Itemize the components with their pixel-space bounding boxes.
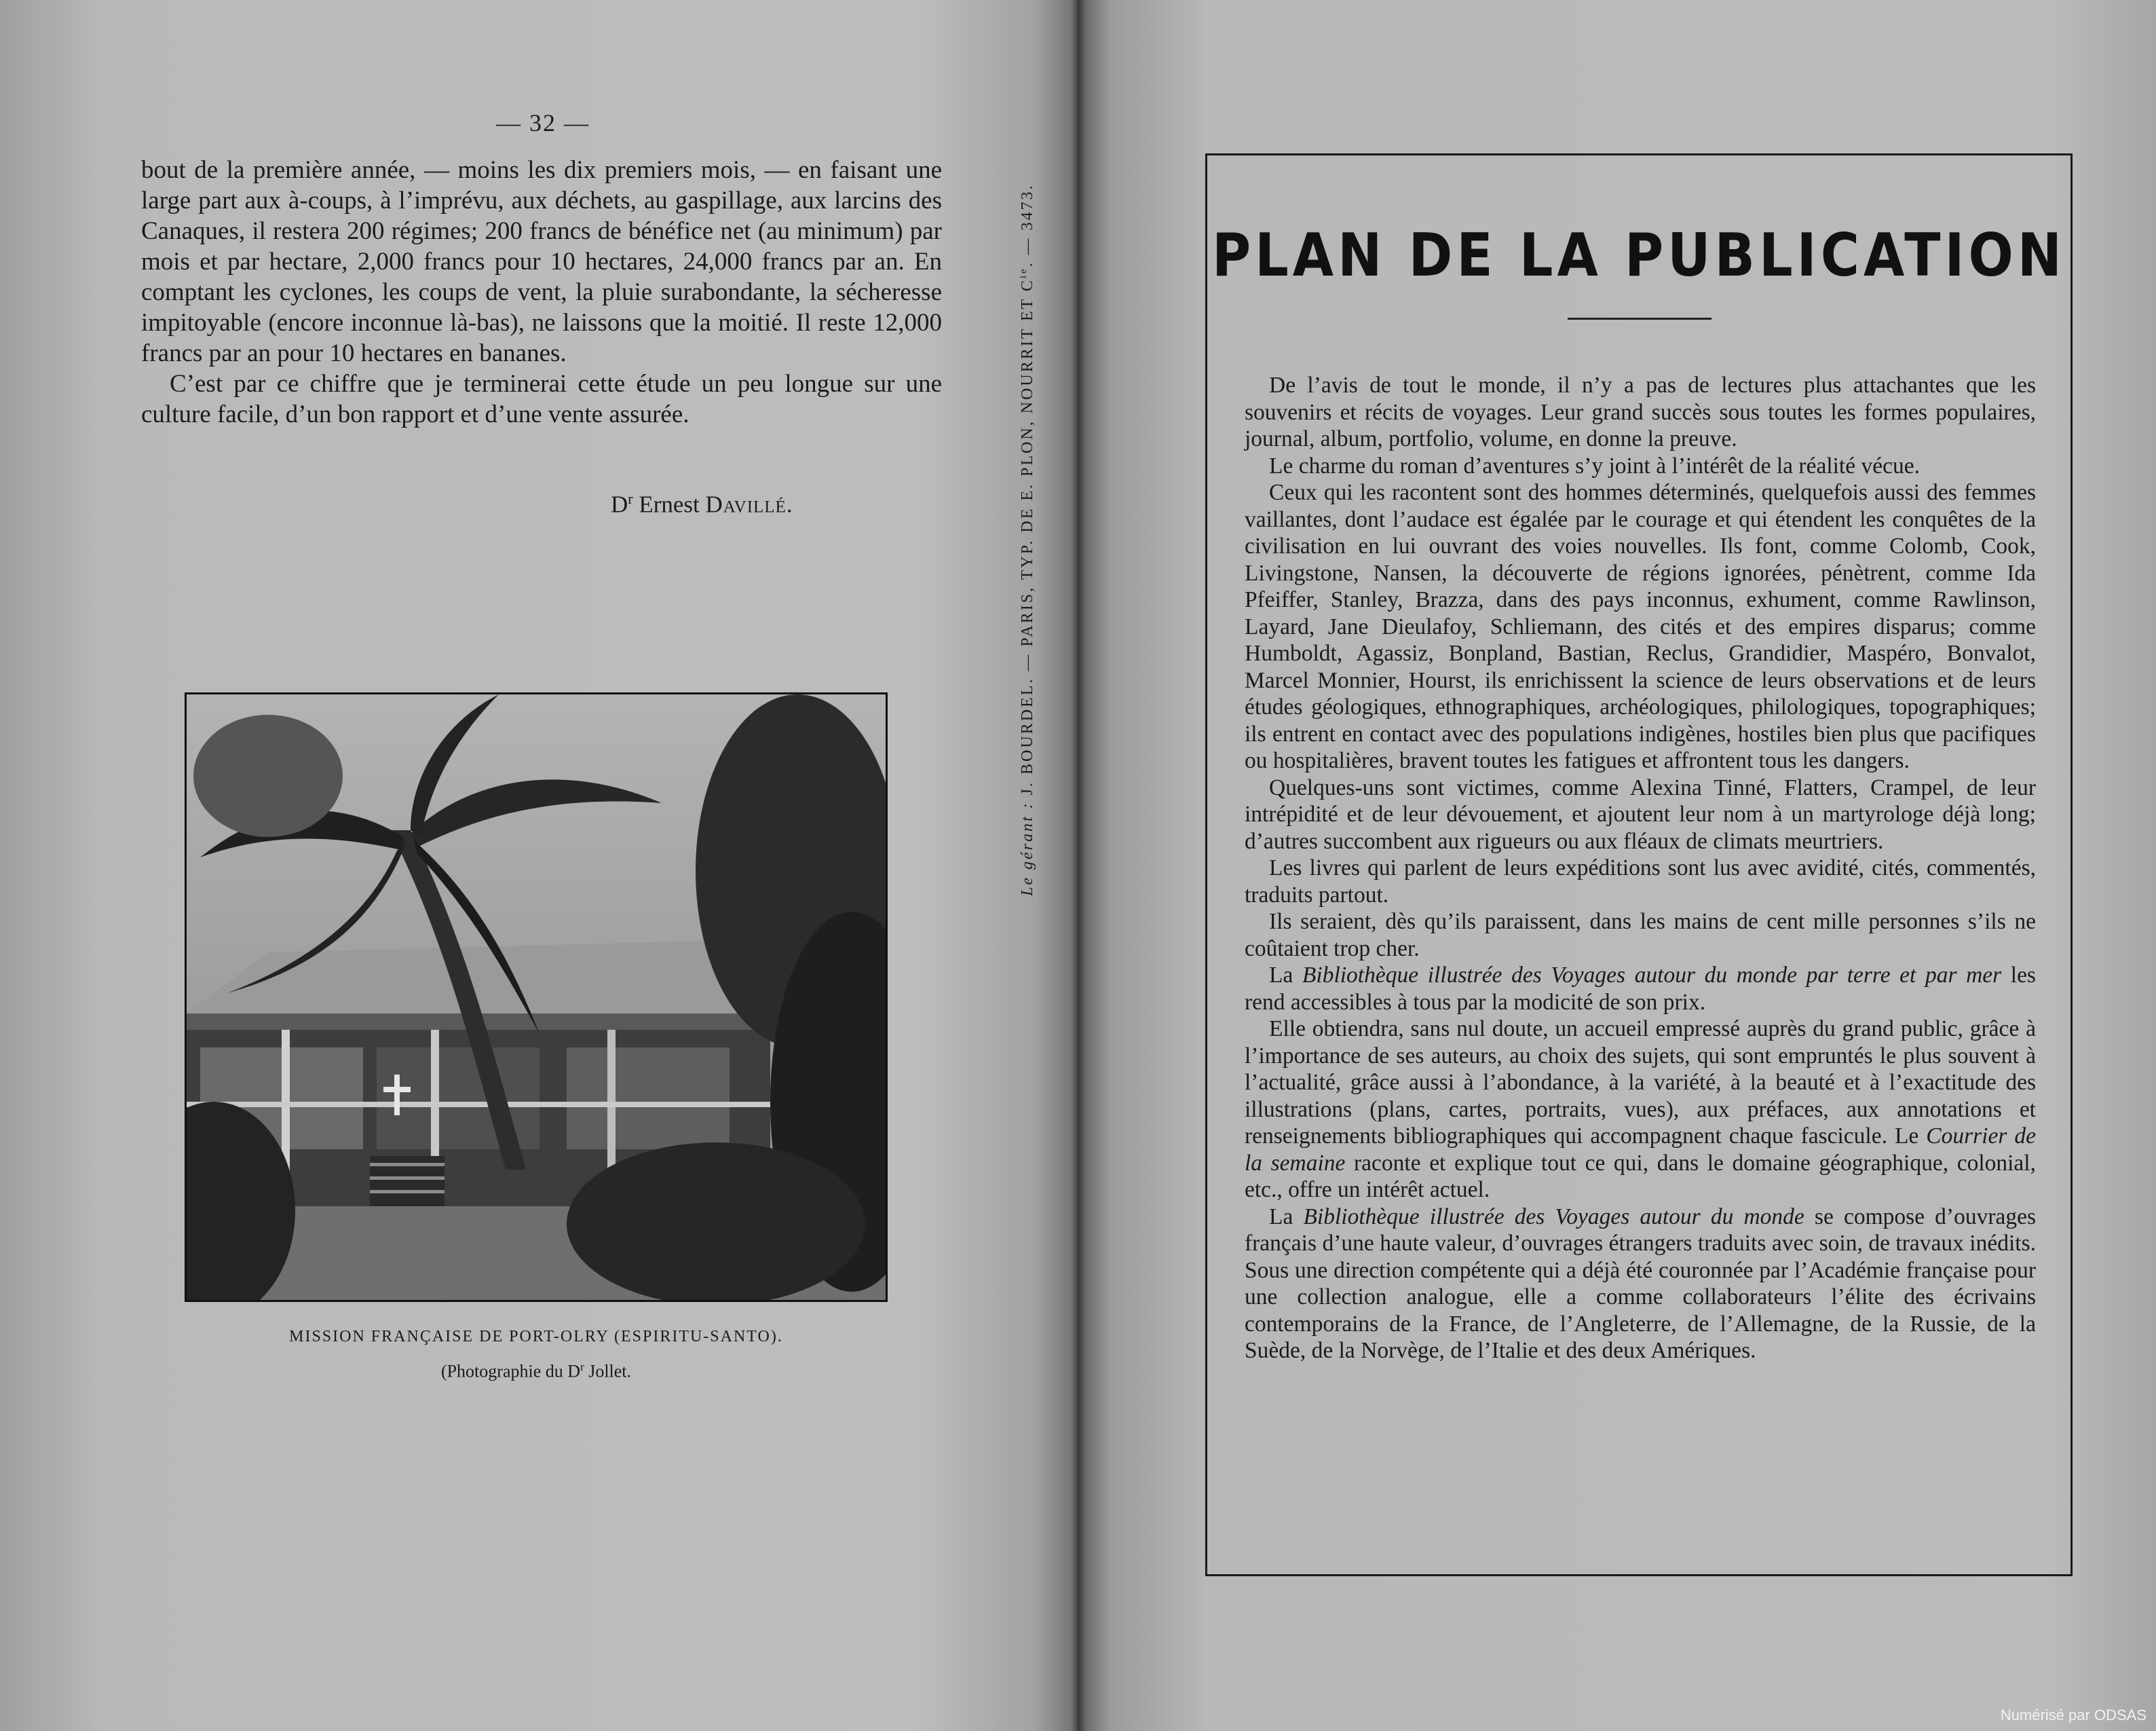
right-paragraph: Le charme du roman d’aventures s’y joint à l’intérêt de la réalité vécue. <box>1269 453 1920 479</box>
credit-sup: r <box>580 1360 584 1373</box>
signature-prefix-sup: r <box>628 490 633 507</box>
signature-last-name: Davillé. <box>705 491 793 518</box>
imprint-text: J. BOURDEL. — PARIS, TYP. DE E. PLON, NOURRIT ET C <box>1019 278 1036 802</box>
p9-text: La <box>1269 1204 1304 1229</box>
plan-title: PLAN DE LA PUBLICATION <box>1211 221 2066 291</box>
photo-illustration <box>187 694 886 1300</box>
right-paragraph <box>1245 1016 2036 1204</box>
mission-photograph <box>185 692 888 1302</box>
p8-text: Elle obtiendra, sans nul doute, un accueil empressé auprès du grand public, grâce à l’importance de ses auteurs, au choix des sujets, qui sont empruntés le plus souvent à l’actualité, grâce aussi à l’abondance, à la variété, à la beauté et à l’exactitude des illustrations (plans, cartes, portraits, vues), aux préfaces, aux annotations et renseignements bibliographiques qui accompagnent chaque fascicule. Le <box>1245 1016 2036 1149</box>
page-number: — 32 — <box>496 109 590 136</box>
right-paragraph: Quelques-uns sont victimes, comme Alexina Tinné, Flatters, Crampel, de leur intrépidité et de leur dévouement, et ajoutent leur nom à un martyrologe déjà long; d’autres succombent aux rigueurs ou aux fléaux de climats meurtriers. <box>1245 775 2036 854</box>
left-body-text <box>141 155 942 430</box>
right-body-text <box>1245 372 2036 1364</box>
photo-credit <box>185 1360 888 1382</box>
p7-text: La <box>1269 963 1302 988</box>
p9-italic: Bibliothèque illustrée des Voyages autour du monde <box>1303 1204 1804 1229</box>
right-paragraph: Ils seraient, dès qu’ils paraissent, dans les mains de cent mille personnes s’ils ne coûtaient trop cher. <box>1245 909 2036 961</box>
signature-first-name: Ernest <box>639 491 700 518</box>
left-paragraph: C’est par ce chiffre que je terminerai cette étude un peu longue sur une culture facile, d’un bon rapport et d’une vente assurée. <box>141 370 942 428</box>
right-paragraph: De l’avis de tout le monde, il n’y a pas de lectures plus attachantes que les souvenirs et récits de voyages. Leur grand succès sous toutes les formes populaires, journal, album, portfolio, volume, en donne la preuve. <box>1245 373 2036 451</box>
author-signature <box>611 490 882 519</box>
p8-text-end: raconte et explique tout ce qui, dans le domaine géographique, colonial, etc., offre un intérêt actuel. <box>1245 1150 2036 1202</box>
p8-italic: Courrier de la semaine <box>1245 1123 2036 1176</box>
p7-text-end: les rend accessibles à tous par la modicité de son prix. <box>1245 963 2036 1015</box>
imprint-line <box>1018 183 1037 896</box>
right-paragraph: Les livres qui parlent de leurs expéditions sont lus avec avidité, cités, commentés, traduits partout. <box>1245 855 2036 908</box>
title-divider <box>1568 318 1711 320</box>
p7-italic: Bibliothèque illustrée des Voyages autour du monde par terre et par mer <box>1302 963 2002 988</box>
right-paragraph <box>1245 1204 2036 1364</box>
book-gutter <box>1071 0 1086 1731</box>
imprint-gerant: Le gérant : <box>1019 801 1036 896</box>
imprint-sup: ie <box>1018 267 1029 279</box>
signature-prefix: D <box>611 491 628 518</box>
right-paragraph: Ceux qui les racontent sont des hommes déterminés, quelquefois aussi des femmes vaillantes, dont l’audace est égalée par le courage et qui étendent les conquêtes de la civilisation en lui ouvrant des voies nouvelles. Ils font, comme Colomb, Cook, Livingstone, Nansen, la découverte de régions ignorées, pénètrent, comme Ida Pfeiffer, Stanley, Brazza, dans des pays inconnus, exhument, comme Rawlinson, Layard, Jane Dieulafoy, Schliemann, des cités et des empires disparus; comme Humboldt, Agassiz, Bonpland, Bastian, Reclus, Grandidier, Maspéro, Bonvalot, Marcel Monnier, Hourst, ils enrichissent la science de leurs observations et de leurs études géologiques, ethnographiques, archéologiques, philologiques, topographiques; ils entrent en contact avec des populations indigènes, hostiles bien plus que pacifiques ou hospitalières, bravent toutes les fatigues et affrontent tous les dangers. <box>1245 480 2036 773</box>
left-paragraph: bout de la première année, — moins les dix premiers mois, — en faisant une large part aux à-coups, à l’imprévu, aux déchets, au gaspillage, aux larcins des Canaques, il restera 200 régimes; 200 francs de bénéfice net (au minimum) par mois et par hectare, 2,000 francs pour 10 hectares, 24,000 francs par an. En comptant les cyclones, les coups de vent, la pluie surabondante, la sécheresse impitoyable (encore inconnue là-bas), ne laissons que la moitié. Il reste 12,000 francs par an pour 10 hectares en bananes. <box>141 156 942 367</box>
digitization-watermark: Numérisé par ODSAS <box>2000 1707 2146 1724</box>
imprint-end: . — 3473. <box>1019 183 1036 267</box>
photo-caption: MISSION FRANÇAISE DE PORT-OLRY (ESPIRITU-SANTO). <box>289 1328 783 1345</box>
right-paragraph <box>1245 962 2036 1016</box>
credit-text: (Photographie du D <box>440 1361 581 1381</box>
credit-text-end: Jollet. <box>584 1361 632 1381</box>
p9-text-end: se compose d’ouvrages français d’une haute valeur, d’ouvrages étrangers traduits avec soin, de travaux inédits. Sous une direction compétente qui a déjà été couronnée par l’Académie française pour une collection analogue, elle a comme collaborateurs l’élite des écrivains contemporains de la France, de l’Angleterre, de l’Allemagne, de la Russie, de la Suède, de la Norvège, de l’Italie et des deux Amériques. <box>1245 1204 2037 1363</box>
